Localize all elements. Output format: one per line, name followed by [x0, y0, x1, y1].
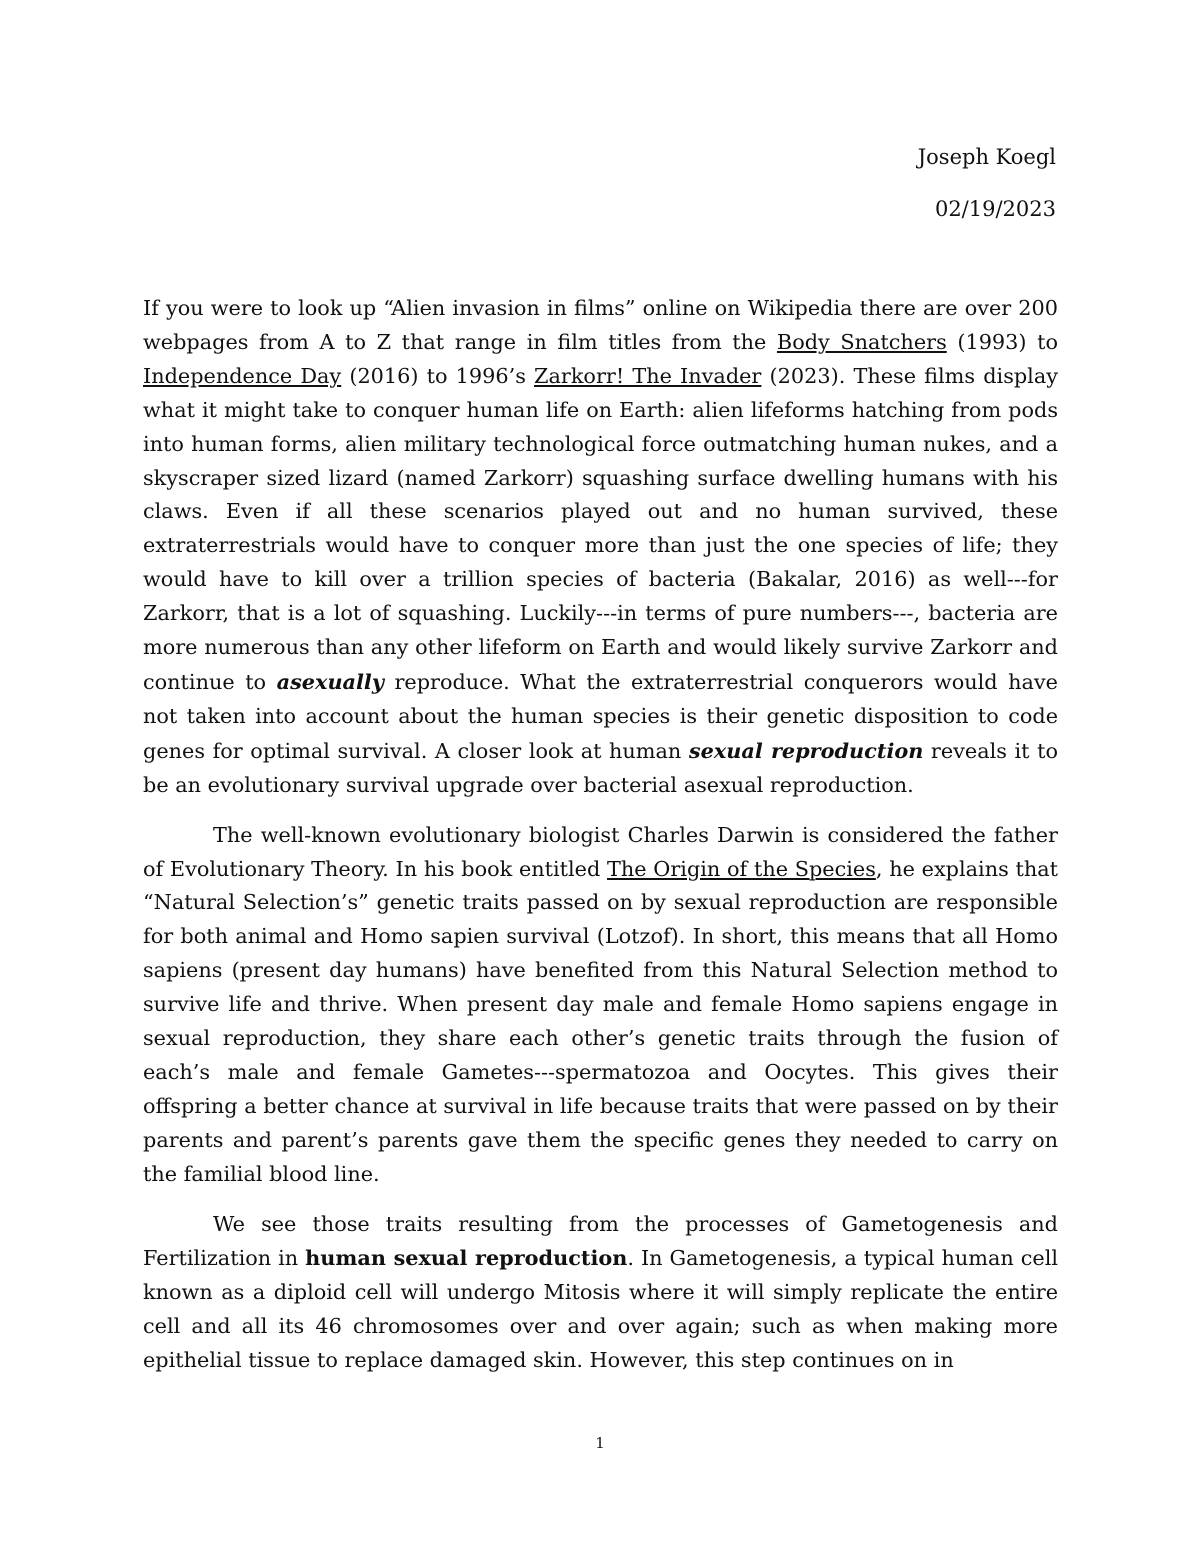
document-body — [143, 292, 1058, 1378]
film-title-zarkorr: Zarkorr! The Invader — [534, 363, 762, 388]
emphasis-human-sexual-reproduction: human sexual reproduction — [305, 1245, 628, 1271]
paragraph-intro — [143, 292, 1058, 803]
film-title-body-snatchers: Body Snatchers — [776, 329, 947, 354]
text-run: reproduce. What the extraterrestrial conquerors would have not taken into account about the human species is their genetic disposition to code genes for optimal survival. A closer look at human — [143, 669, 1058, 763]
text-run: The well-known evolutionary biologist Charles Darwin is considered the father of Evolutionary Theory. In his book entitled — [143, 822, 1058, 881]
film-title-independence-day: Independence Day — [143, 363, 342, 388]
author-name: Joseph Koegl — [917, 145, 1056, 169]
text-run: , he explains that “Natural Selection’s” genetic traits passed on by sexual reproduction are responsible for both animal and Homo sapien survival (Lotzof). In short, this means that all Homo sapiens (present day humans) have benefited from this Natural Selection method to survive life and thrive. When present day male and female Homo sapiens engage in sexual reproduction, they share each other’s genetic traits through the fusion of each’s male and female Gametes---spermatozoa and Oocytes. This gives their offspring a better chance at survival in life because traits that were passed on by their parents and parent’s parents gave them the specific genes they needed to carry on the familial blood line. — [143, 856, 1058, 1186]
text-run: (1993) to — [946, 329, 1058, 354]
emphasis-asexually: asexually — [276, 668, 384, 694]
text-run: reveals it to be an evolutionary survival upgrade over bacterial asexual reproduction. — [143, 738, 1058, 797]
document-header — [918, 140, 1056, 226]
text-run: We see those traits resulting from the processes of Gametogenesis and Fertilization in — [143, 1211, 1058, 1271]
emphasis-sexual-reproduction: sexual reproduction — [688, 737, 924, 763]
text-run: (2016) to 1996’s — [341, 363, 535, 388]
book-title-origin-of-species: The Origin of the Species — [607, 856, 876, 881]
document-date: 02/19/2023 — [934, 197, 1056, 221]
paragraph-darwin — [143, 819, 1058, 1192]
text-run: . In Gametogenesis, a typical human cell known as a diploid cell will undergo Mitosis where it will simply replicate the entire cell and all its 46 chromosomes over and over again; such as when making more epithelial tissue to replace damaged skin. However, this step continues on in — [143, 1246, 1058, 1373]
text-run: (2023). These films display what it might take to conquer human life on Earth: alien lifeforms hatching from pods into human forms, alien military technological force outmatching human nukes, and a skyscraper sized lizard (named Zarkorr) squashing surface dwelling humans with his claws. Even if all these scenarios played out and no human survived, these extraterrestrials would have to conquer more than just the one species of life; they would have to kill over a trillion species of bacteria (Bakalar, 2016) as well---for Zarkorr, that is a lot of squashing. Luckily---in terms of pure numbers---, bacteria are more numerous than any other lifeform on Earth and would likely survive Zarkorr and continue to — [143, 363, 1058, 694]
text-run: If you were to look up “Alien invasion in films” online on Wikipedia there are over 200 webpages from A to Z that range in film titles from the — [143, 296, 1058, 354]
paragraph-gametogenesis — [143, 1208, 1058, 1379]
page-number: 1 — [595, 1434, 605, 1452]
